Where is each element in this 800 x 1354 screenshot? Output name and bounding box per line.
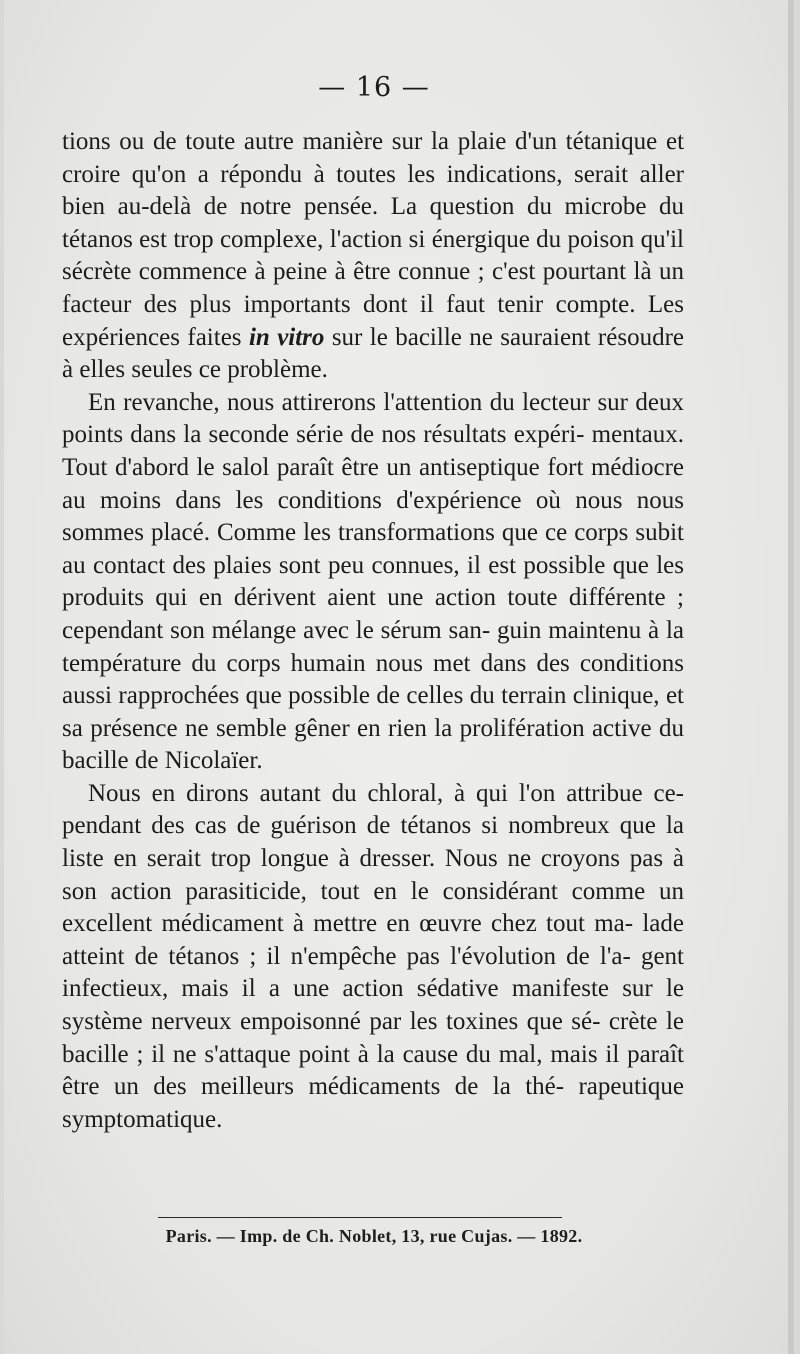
p2-line-11: du terrain clinique, et sa présence ne semble gêner en rien [62,682,684,742]
imprint-divider [158,1217,562,1218]
p2-line-4: fort médiocre au moins dans les conditions d'expérience où [62,453,684,514]
paragraph-3 [62,778,684,1137]
p2-line-10: dans des conditions aussi rapprochées que possible de celles [62,649,685,710]
p1-line-4: du tétanos est trop complexe, l'action si énergique du poison [62,193,685,253]
p3-line-6: lade atteint de tétanos ; il n'empêche pas l'évolution de l'a- [62,910,684,970]
p3-line-7: gent infectieux, mais il a une action sédative manifeste sur [62,942,684,1003]
p2-line-1: En revanche, nous attirerons l'attention du lecteur sur [88,388,629,416]
p2-line-9: guin maintenu à la température du corps humain nous met [62,616,684,677]
page-edge-shadow [788,0,794,1354]
printer-imprint: Paris. — Imp. de Ch. Noblet, 13, rue Cujas. — 1892. [165,1226,583,1246]
p2-line-8: toute différente ; cependant son mélange avec le sérum san- [62,584,684,644]
p3-line-1: Nous en dirons autant du chloral, à qui l'on attribue ce- [88,779,684,807]
paragraph-1 [62,126,684,387]
book-page [4,0,794,1354]
p1-italic-in-vitro: in vitro [248,323,325,351]
p2-line-3: mentaux. Tout d'abord le salol paraît être un antiseptique [62,421,685,481]
p3-line-11: rapeutique symptomatique. [62,1073,684,1133]
p1-line-7a: Les expériences faites [62,290,685,351]
p1-line-3: aller bien au-delà de notre pensée. La question du microbe [62,160,684,221]
p2-line-5: nous nous sommes placé. Comme les transformations que [62,486,685,547]
paragraph-2 [62,387,684,778]
p1-line-5: qu'il sécrète commence à peine à être connue ; c'est pourtant [62,225,685,286]
page-number: — 16 — [318,72,430,103]
p1-line-6: là un facteur des plus importants dont il faut tenir compte. [62,258,685,318]
p3-line-10: mais il paraît être un des meilleurs médicaments de la thé- [62,1040,684,1101]
p3-line-4: à son action parasiticide, tout en le considérant comme un [62,845,684,905]
p3-line-3: la liste en serait trop longue à dresser. Nous ne croyons pas [62,812,685,873]
p2-line-7: possible que les produits qui en dérivent aient une action [62,551,684,612]
p2-line-12: la prolifération active du bacille de Nicolaïer. [62,714,685,775]
p1-line-7b: sur le bacille ne sauraient [331,323,591,351]
body-text [62,126,684,1136]
p1-line-8: résoudre à elles seules ce problème. [62,323,684,384]
p1-line-1: tions ou de toute autre manière sur la plaie d'un tétanique [62,128,658,155]
p2-line-6: ce corps subit au contact des plaies sont peu connues, il est [62,519,685,579]
p2-line-2: deux points dans la seconde série de nos résultats expéri- [62,388,685,449]
p3-line-5: excellent médicament à mettre en œuvre chez tout ma- [62,910,634,938]
p3-line-2: pendant des cas de guérison de tétanos si nombreux que [62,812,656,840]
p3-line-8: le système nerveux empoisonné par les toxines que sé- [62,975,685,1036]
p3-line-9: crète le bacille ; il ne s'attaque point à la cause du mal, [62,1008,684,1068]
p1-line-2: et croire qu'on a répondu à toutes les indications, serait [62,128,685,188]
